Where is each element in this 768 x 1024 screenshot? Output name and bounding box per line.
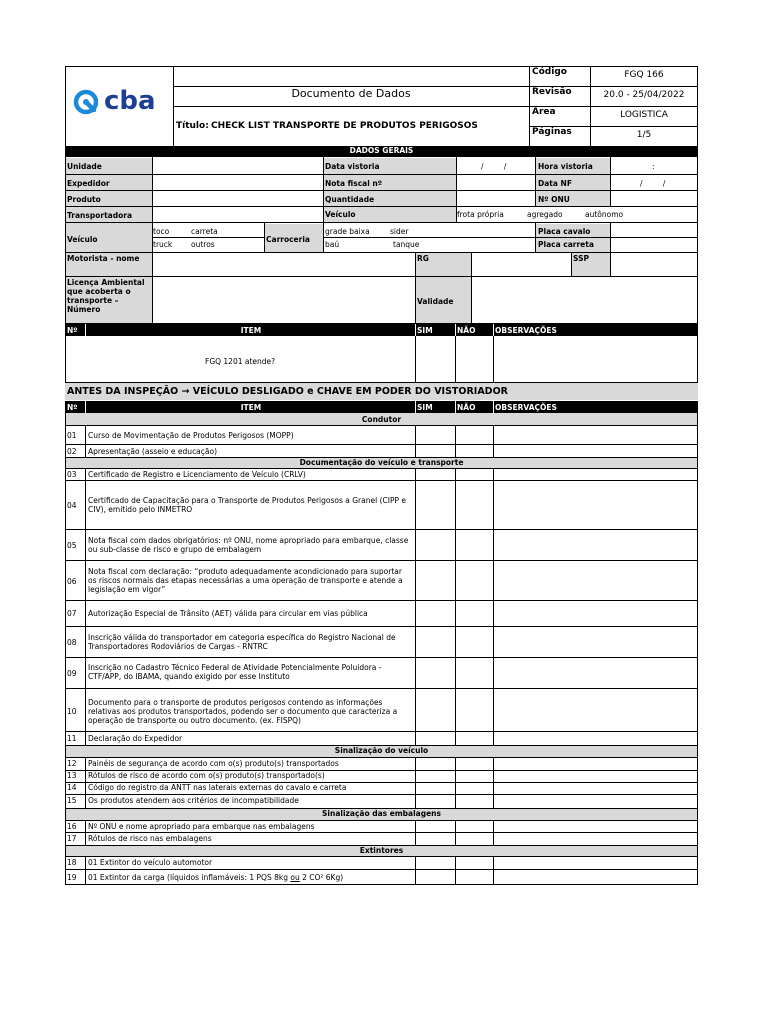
item-text [88,873,343,882]
opt-autonomo: autônomo [585,210,624,219]
item-text: Autorização Especial de Trânsito (AET) válida para circular em vias pública [88,609,368,618]
codigo-label: Código [532,67,567,77]
label-veiculo-top: Veículo [325,210,356,219]
item-text: Certificado de Registro e Licenciamento de Veículo (CRLV) [88,470,306,479]
title-value: CHECK LIST TRANSPORTE DE PRODUTOS PERIGOSOS [211,121,478,131]
item-number: 02 [67,447,77,456]
label-licenca: Licença Ambiental que acoberta o transporte – Número [67,278,145,314]
label-transportadora: Transportadora [67,211,133,220]
col-item-2: ITEM [240,403,262,412]
revisao-value: 20.0 - 25/04/2022 [603,90,685,100]
item-number: 05 [67,541,77,550]
label-produto: Produto [67,195,101,204]
label-n-onu: Nº ONU [538,195,570,204]
item-text: 01 Extintor do veículo automotor [88,858,213,867]
item-text: Documento para o transporte de produtos perigosos contendo as informações relativas aos produtos transportados, podendo ser o documento que caracteriza a operação de transporte ou outro documento. (ex. FISPQ) [88,698,398,725]
col-n: Nº [67,326,78,335]
cba-logo [72,86,167,118]
item-text: Painéis de segurança de acordo com o(s) produto(s) transportados [88,759,339,768]
section-sinalizacao-embalagens: Sinalização das embalagens [322,809,441,818]
label-rg: RG [417,254,429,263]
item-number: 09 [67,669,77,678]
item-number: 12 [67,759,77,768]
logo-text: cba [104,86,156,116]
label-expedidor: Expedidor [67,179,110,188]
item-text: Inscrição válida do transportador em categoria específica do Registro Nacional de Transportadores Rodoviários de Cargas - RNTRC [88,633,396,651]
item-text-ou: ou [290,873,300,882]
col-sim-2: SIM [417,403,433,412]
label-unidade: Unidade [67,162,102,171]
hora-vistoria-value: : [652,162,655,171]
section-condutor: Condutor [361,415,402,424]
label-placa-cavalo: Placa cavalo [538,227,591,236]
inspection-banner-text: ANTES DA INSPEÇÃO → VEÍCULO DESLIGADO e CHAVE EM PODER DO VISTORIADOR [67,386,508,397]
col-nao-2: NÃO [457,403,476,412]
label-nota-fiscal: Nota fiscal nº [325,179,382,188]
item-number: 07 [67,609,77,618]
item-text: Código do registro da ANTT nas laterais externas do cavalo e carreta [88,783,347,792]
item-text: Apresentação (asseio e educação) [88,447,218,456]
item-number: 06 [67,577,77,586]
item-number: 13 [67,771,77,780]
item-number: 04 [67,501,77,510]
opt-carreta: carreta [191,227,218,236]
label-motorista: Motorista - nome [67,254,140,263]
item-text: Nota fiscal com dados obrigatórios: nº ONU, nome apropriado para embarque, classe ou sub-classe de risco e grupo de embalagem [88,536,409,554]
label-ssp: SSP [573,254,589,263]
label-hora-vistoria: Hora vistoria [538,162,593,171]
col-nao: NÃO [457,326,476,335]
opt-truck: truck [153,240,173,249]
label-quantidade: Quantidade [325,195,375,204]
opt-frota-propria: frota própria [457,210,504,219]
opt-outros: outros [191,240,215,249]
area-value: LOGISTICA [620,110,668,120]
label-carroceria: Carroceria [266,235,310,244]
item-text: Nota fiscal com declaração: “produto adequadamente acondicionado para suportar os riscos normais das etapas necessárias a uma operação de transporte e atende a legislação em vigor” [88,567,403,594]
col-sim: SIM [417,326,433,335]
item-number: 14 [67,783,77,792]
data-nf-value: / / [640,179,666,188]
item-number: 01 [67,431,77,440]
item-text: Rótulos de risco de acordo com o(s) produto(s) transportado(s) [88,771,325,780]
label-validade: Validade [417,297,454,306]
item-text: Curso de Movimentação de Produtos Perigosos (MOPP) [88,431,294,440]
item-text-a: 01 Extintor da carga (líquidos inflamáveis: 1 PQS 8kg [88,873,291,882]
item-text: Declaração do Expedidor [88,734,183,743]
col-obs: OBSERVAÇÕES [495,326,557,335]
item-number: 16 [67,822,77,831]
label-data-vistoria: Data vistoria [325,162,380,171]
item-number: 19 [67,873,77,882]
item-number: 10 [67,707,77,716]
item-number: 15 [67,796,77,805]
item-text: Certificado de Capacitação para o Transporte de Produtos Perigosos a Granel (CIPP e CIV), emitido pelo INMETRO [88,496,406,514]
title-label: Título: [176,121,209,131]
item-number: 08 [67,638,77,647]
item-number: 18 [67,858,77,867]
col-obs-2: OBSERVAÇÕES [495,403,557,412]
fgq-question: FGQ 1201 atende? [205,357,276,366]
revisao-label: Revisão [532,87,572,97]
item-text: Inscrição no Cadastro Técnico Federal de Atividade Potencialmente Poluidora - CTF/APP, do IBAMA, quando exigido por esse Instituto [88,663,382,681]
section-extintores: Extintores [359,846,404,855]
item-number: 17 [67,834,77,843]
label-placa-carreta: Placa carreta [538,240,594,249]
opt-toco: toco [153,227,170,236]
item-text: Os produtos atendem aos critérios de incompatibilidade [88,796,299,805]
area-label: Área [532,107,556,117]
paginas-value: 1/5 [636,130,652,140]
data-vistoria-value: / / [481,162,507,171]
cba-logo-icon [72,88,100,116]
opt-tanque: tanque [393,240,420,249]
item-text: Nº ONU e nome apropriado para embarque nas embalagens [88,822,315,831]
item-number: 03 [67,470,77,479]
label-veiculo: Veículo [67,235,98,244]
col-n-2: Nº [67,403,78,412]
item-text: Rótulos de risco nas embalagens [88,834,212,843]
opt-sider: sider [390,227,409,236]
codigo-value: FGQ 166 [624,70,664,80]
paginas-label: Páginas [532,127,572,137]
opt-bau: baú [325,240,340,249]
opt-grade-baixa: grade baixa [325,227,370,236]
label-data-nf: Data NF [538,179,572,188]
item-number: 11 [67,734,77,743]
opt-agregado: agregado [527,210,563,219]
general-section-title: DADOS GERAIS [65,146,698,157]
section-documentacao: Documentação do veículo e transporte [299,458,464,467]
section-sinalizacao-veiculo: Sinalização do veículo [334,746,429,755]
item-text-b: 2 CO² 6Kg) [299,873,344,882]
col-item: ITEM [240,326,262,335]
doc-title: Documento de Dados [291,87,411,100]
